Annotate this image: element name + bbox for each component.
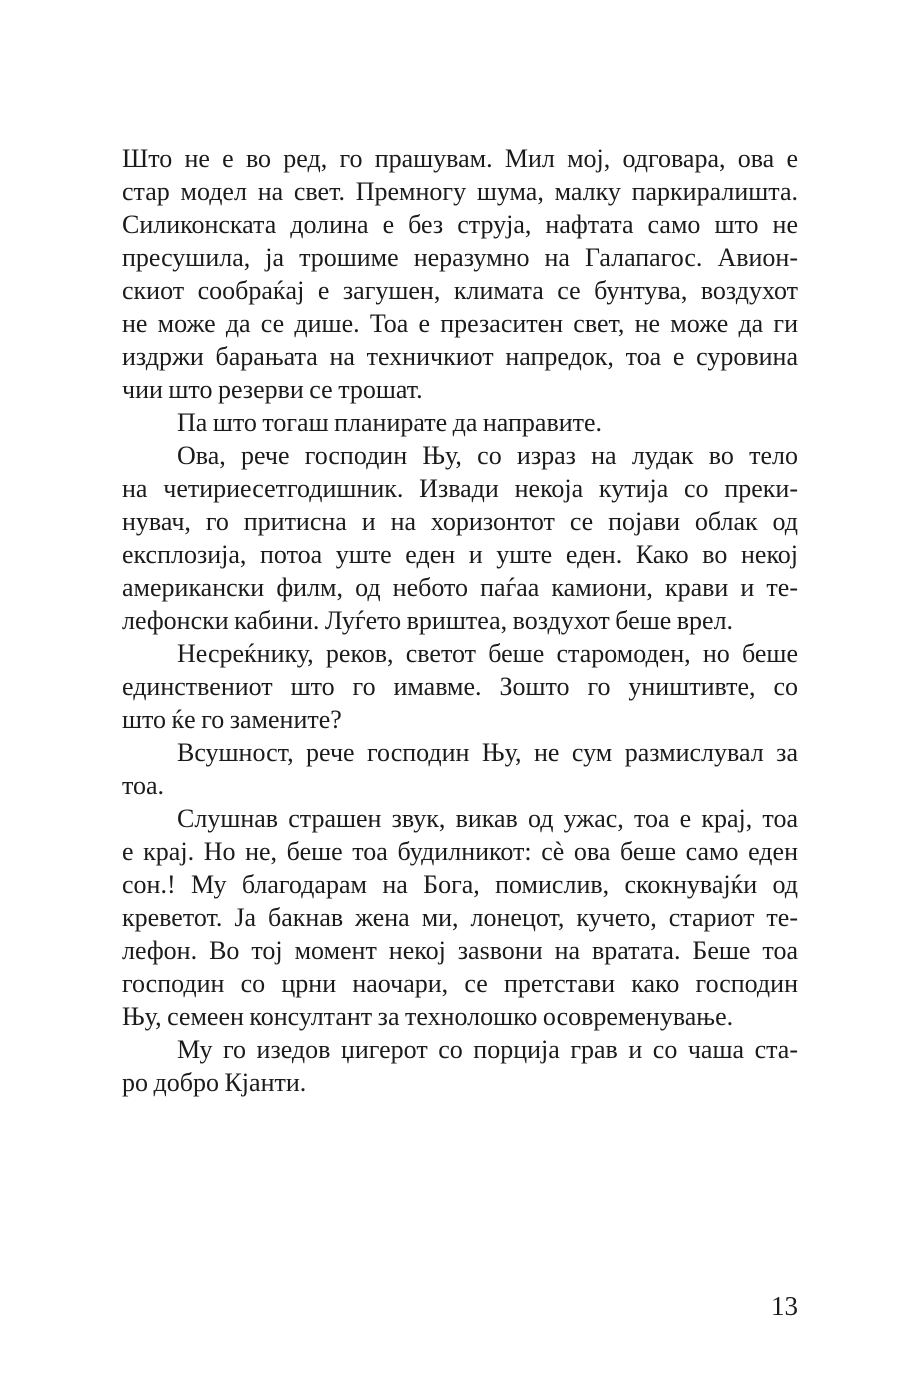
- text-line: сон.! Му благодарам на Бога, помислив, скокнувајќи од: [122, 870, 798, 899]
- text-line: американски филм, од небото паѓаа камиони, крави и те-: [122, 573, 798, 602]
- page-number: 13: [771, 1291, 798, 1321]
- text-block: [122, 142, 798, 1099]
- text-line: е крај. Но не, беше тоа будилникот: сѐ ова беше само еден: [122, 837, 798, 866]
- text-line: чии што резерви се трошат.: [122, 375, 423, 404]
- text-line: Ова, рече господин Њу, со израз на лудак во тело: [177, 441, 798, 470]
- paragraph: [122, 802, 798, 1033]
- text-line: тоа.: [122, 771, 165, 800]
- text-line: Што не е во ред, го прашувам. Мил мој, одговара, ова е: [122, 144, 798, 173]
- paragraph: [122, 439, 798, 637]
- text-line: скиот сообраќај е загушен, климата се бунтува, воздухот: [122, 276, 798, 305]
- text-line: на четириесетгодишник. Извади некоја кутија со преки-: [122, 474, 798, 503]
- text-line: креветот. Ја бакнав жена ми, лонецот, кучето, стариот те-: [122, 903, 798, 932]
- paragraph: [122, 142, 798, 406]
- text-line: не може да се дише. Тоа е презаситен свет, не може да ги: [122, 309, 798, 338]
- text-line: лефон. Во тој момент некој заѕвони на вратата. Беше тоа: [122, 936, 798, 965]
- text-line: Силиконската долина е без струја, нафтата само што не: [122, 210, 798, 239]
- text-line: ро добро Кјанти.: [122, 1068, 307, 1097]
- text-line: господин со црни наочари, се претстави како господин: [122, 969, 798, 998]
- paragraph: [122, 1033, 798, 1099]
- text-line: лефонски кабини. Луѓето вриштеа, воздухот беше врел.: [122, 606, 734, 635]
- paragraph: [122, 637, 798, 736]
- text-line: стар модел на свет. Премногу шума, малку паркиралишта.: [122, 177, 798, 206]
- text-line: пресушила, ја трошиме неразумно на Галапагос. Авион-: [122, 243, 798, 272]
- paragraph: [122, 406, 798, 439]
- text-line: издржи барањата на техничкиот напредок, тоа е суровина: [122, 342, 798, 371]
- text-line: нувач, го притисна и на хоризонтот се појави облак од: [122, 507, 798, 536]
- text-line: експлозија, потоа уште еден и уште еден. Како во некој: [122, 540, 798, 569]
- text-line: Му го изедов џигерот со порција грав и со чаша ста-: [177, 1035, 798, 1064]
- paragraph: [122, 736, 798, 802]
- text-line: Па што тогаш планирате да направите.: [177, 408, 603, 437]
- text-line: што ќе го замените?: [122, 705, 342, 734]
- text-line: Несреќнику, реков, светот беше старомоден, но беше: [177, 639, 798, 668]
- text-line: Њу, семеен консултант за технолошко осовременување.: [122, 1002, 734, 1031]
- text-line: единствениот што го имавме. Зошто го уништивте, со: [122, 672, 798, 701]
- text-line: Слушнав страшен звук, викав од ужас, тоа е крај, тоа: [177, 804, 798, 833]
- text-line: Всушност, рече господин Њу, не сум размислувал за: [177, 738, 798, 767]
